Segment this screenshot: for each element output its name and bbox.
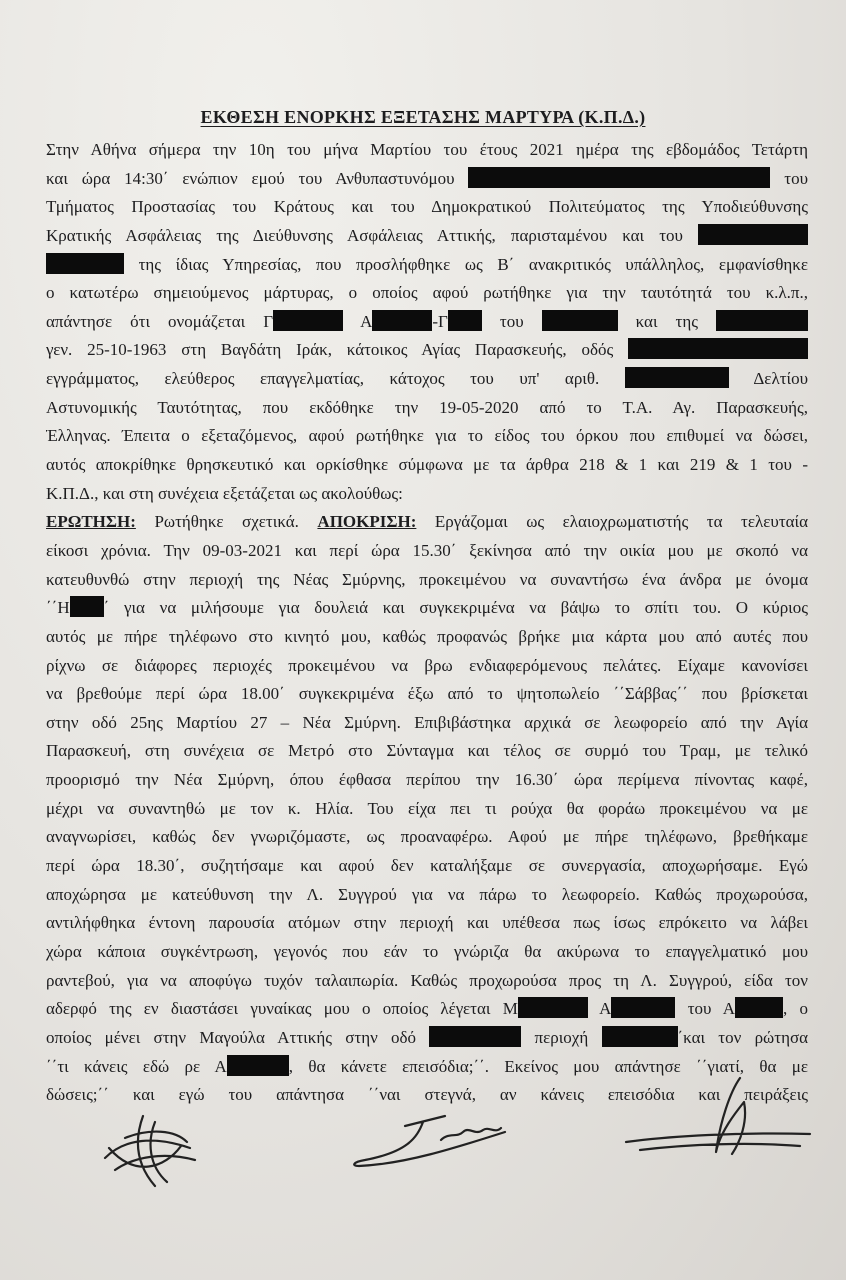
text-segment: και της <box>635 311 698 331</box>
redaction-bar <box>273 310 343 331</box>
redaction-bar <box>468 167 770 188</box>
text-segment: , ο <box>783 999 808 1019</box>
text-segment: του <box>499 311 524 331</box>
text-line: χώρα κάποια συγκέντρωση, γεγονός που εάν το γνώριζα θα ακύρωνα το επαγγελματικό μου <box>46 941 808 961</box>
text-line <box>46 336 808 365</box>
text-segment: Δελτίου <box>753 369 808 389</box>
redaction-bar <box>716 310 808 331</box>
text-line: αυτός με πήρε τηλέφωνο στο κινητό μου, καθώς προφανώς βρήκε μια κάρτα μου από αυτές που <box>46 626 808 646</box>
signature-stroke <box>105 1116 195 1186</box>
redaction-bar <box>542 310 618 331</box>
text-line: αποχώρησα με κατεύθυνση την Λ. Συγγρού για να πάρω το λεωφορείο. Καθώς προχωρούσα, <box>46 884 808 904</box>
text-line <box>46 222 808 251</box>
text-segment: Α <box>599 999 612 1019</box>
answer-label: ΑΠΟΚΡΙΣΗ: <box>317 512 417 532</box>
text-line <box>46 594 808 623</box>
text-line: ρίχνω σε διάφορες περιοχές προκειμένου να βρω ενδιαφερόμενους πελάτες. Είχαμε κανονίσει <box>46 655 808 675</box>
text-line: Έλληνας. Έπειτα ο εξεταζόμενος, αφού ρωτήθηκε για το είδος του όρκου που επιθυμεί να δώσει, <box>46 426 808 446</box>
signature-right <box>620 1072 820 1172</box>
redaction-bar <box>46 253 124 274</box>
text-line <box>46 365 808 394</box>
text-line: Αστυνομικής Ταυτότητας, που εκδόθηκε την 19-05-2020 από το Τ.Α. Αγ. Παρασκευής, <box>46 397 808 417</box>
question-text: Ρωτήθηκε σχετικά. <box>154 512 299 532</box>
redaction-bar <box>70 596 104 617</box>
signature-stroke <box>626 1078 810 1154</box>
text-line: ο κατωτέρω σημειούμενος μάρτυρας, ο οποίος αφού ρωτήθηκε για την ταυτότητά του κ.λ.π., <box>46 283 808 303</box>
text-line: Στην Αθήνα σήμερα την 10η του μήνα Μαρτίου του έτους 2021 ημέρα της εβδομάδος Τετάρτη <box>46 140 808 159</box>
text-line <box>46 508 808 537</box>
text-line <box>46 995 808 1024</box>
text-line <box>46 165 808 194</box>
text-segment: γεν. 25-10-1963 στη Βαγδάτη Ιράκ, κάτοικος Αγίας Παρασκευής, οδός <box>46 340 614 360</box>
text-segment: αδερφό της εν διαστάσει γυναίκας μου ο οποίος λέγεται Μ <box>46 999 518 1019</box>
text-line: μέχρι να συναντηθώ με τον κ. Ηλία. Του είχα πει τι ρούχα θα φοράω προκειμένου να με <box>46 798 808 818</box>
redaction-bar <box>448 310 482 331</box>
text-segment: Κρατικής Ασφάλειας της Διεύθυνσης Ασφάλειας Αττικής, παρισταμένου και του <box>46 225 683 245</box>
text-segment: ΄ για να μιλήσουμε για δουλειά και συγκεκριμένα να βάψω το σπίτι του. Ο κύριος <box>103 598 808 618</box>
text-segment: -Γ <box>432 311 448 331</box>
text-line: Παρασκευή, στη συνέχεια σε Μετρό στο Σύνταγμα και τέλος σε συρμό του Τραμ, με τελικό <box>46 741 808 761</box>
text-line: αντιλήφθηκα έντονη παρουσία ατόμων στην περιοχή και υπέθεσα πως ίσως επρόκειτο να λάβει <box>46 913 808 933</box>
question-label: ΕΡΩΤΗΣΗ: <box>46 512 136 532</box>
redaction-bar <box>227 1055 289 1076</box>
answer-text: Εργάζομαι ως ελαιοχρωματιστής τα τελευταία <box>434 512 808 532</box>
text-segment: Α <box>360 311 373 331</box>
document-body <box>46 136 808 1110</box>
text-line <box>46 308 808 337</box>
text-line: δώσεις;΄΄ και εγώ του απάντησα ΄΄ναι στεγνά, αν κάνεις επεισόδια και πειράξεις <box>46 1085 808 1105</box>
redaction-bar <box>429 1026 521 1047</box>
text-segment: του Α <box>687 999 736 1019</box>
text-segment: απάντησε ότι ονομάζεται Γ <box>46 311 274 331</box>
text-segment: και ώρα 14:30΄ ενώπιον εμού του Ανθυπαστυνόμου <box>46 168 455 188</box>
text-line: να βρεθούμε περί ώρα 18.00΄ συγκεκριμένα έξω από το ψητοπωλείο ΄΄Σάββας΄΄ που βρίσκεται <box>46 684 808 704</box>
redaction-bar <box>628 338 808 359</box>
text-segment: ΄΄τι κάνεις εδώ ρε Α <box>46 1056 227 1076</box>
text-line: Κ.Π.Δ., και στη συνέχεια εξετάζεται ως ακολούθως: <box>46 483 403 503</box>
redaction-bar <box>625 367 729 388</box>
redaction-bar <box>698 224 808 245</box>
text-segment: της ίδιας Υπηρεσίας, που προσλήφθηκε ως Β΄ ανακριτικός υπάλληλος, εμφανίσθηκε <box>138 254 808 274</box>
text-line: είκοσι χρόνια. Την 09-03-2021 και περί ώρα 15.30΄ ξεκίνησα από την οικία μου με σκοπό να <box>46 540 808 560</box>
text-segment: οποίος μένει στην Μαγούλα Αττικής στην οδό <box>46 1027 417 1047</box>
text-line: Τμήματος Προστασίας του Κράτους και του Δημοκρατικού Πολιτεύματος της Υποδιεύθυνσης <box>46 197 808 217</box>
document-title: ΕΚΘΕΣΗ ΕΝΟΡΚΗΣ ΕΞΕΤΑΣΗΣ ΜΑΡΤΥΡΑ (Κ.Π.Δ.) <box>200 107 646 127</box>
text-line: αυτός αποκρίθηκε θρησκευτικό και ορκίσθηκε σύμφωνα με τα άρθρα 218 & 1 και 219 & 1 του - <box>46 455 808 475</box>
text-segment: ΄΄Η <box>46 598 70 618</box>
text-segment: του <box>784 168 808 188</box>
text-segment: , θα κάνετε επεισόδια;΄΄. Εκείνος μου απάντησε ΄΄γιατί, θα με <box>288 1056 808 1076</box>
signature-left <box>95 1108 205 1190</box>
signature-stroke <box>354 1116 505 1166</box>
text-segment: εγγράμματος, ελεύθερος επαγγελματίας, κάτοχος του υπ' αριθ. <box>46 369 600 389</box>
redaction-bar <box>602 1026 678 1047</box>
text-segment: περιοχή <box>534 1027 589 1047</box>
text-line: προορισμό την Νέα Σμύρνη, όπου έφθασα περίπου την 16.30΄ ώρα περίμενα πίνοντας καφέ, <box>46 770 808 790</box>
signature-middle <box>345 1108 515 1170</box>
text-line: κατευθυνθώ στην περιοχή της Νέας Σμύρνης, προκειμένου να συναντήσω ένα άνδρα με όνομα <box>46 569 808 589</box>
text-line: ραντεβού, για να αποφύγω τυχόν ταλαιπωρία. Καθώς προχωρούσα προς τη Λ. Συγγρού, είδα τον <box>46 970 808 990</box>
text-segment: ΄και τον ρώτησα <box>677 1027 808 1047</box>
redaction-bar <box>735 997 783 1018</box>
redaction-bar <box>372 310 432 331</box>
redaction-bar <box>518 997 588 1018</box>
text-line: στην οδό 25ης Μαρτίου 27 – Νέα Σμύρνη. Επιβιβάστηκα αρχικά σε λεωφορείο από την Αγία <box>46 712 808 732</box>
text-line: αναγνωρίσει, καθώς δεν γνωριζόμαστε, ως προαναφέρω. Αφού με πήρε τηλέφωνο, βρεθήκαμε <box>46 827 808 847</box>
text-line <box>46 251 808 280</box>
text-line: περί ώρα 18.30΄, συζητήσαμε και αφού δεν καταλήξαμε σε συνεργασία, αποχωρήσαμε. Εγώ <box>46 856 808 876</box>
redaction-bar <box>611 997 675 1018</box>
text-line <box>46 1024 808 1053</box>
